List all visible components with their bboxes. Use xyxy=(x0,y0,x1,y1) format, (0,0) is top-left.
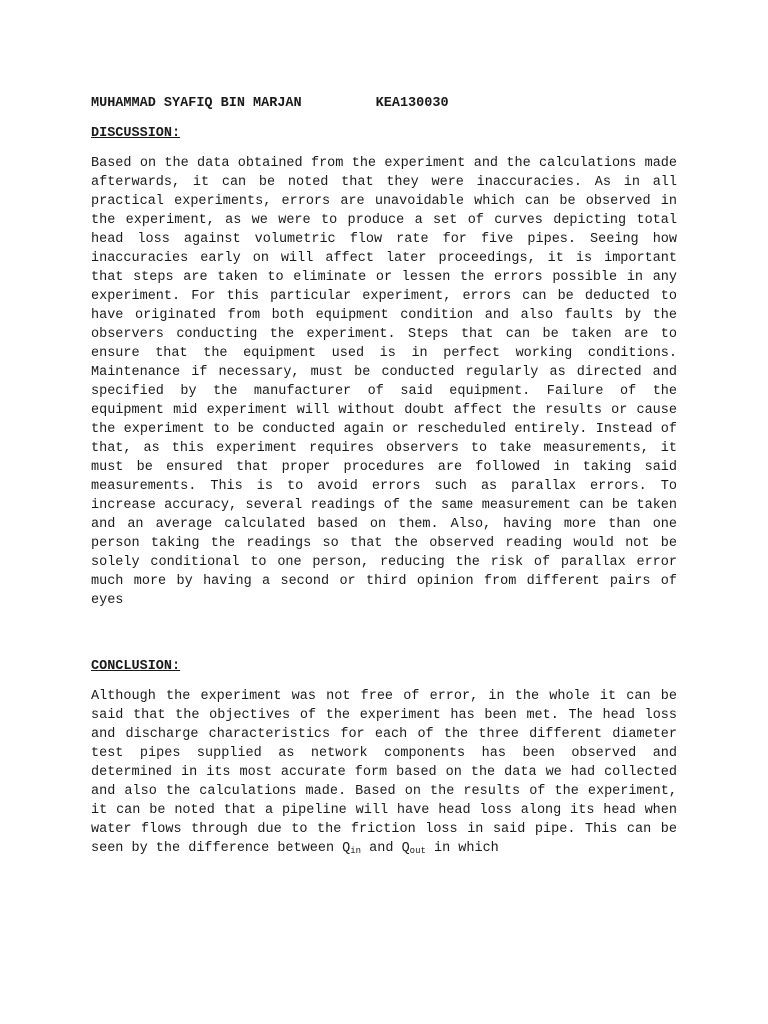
conclusion-paragraph xyxy=(91,687,677,858)
conclusion-heading: CONCLUSION: xyxy=(91,659,181,674)
student-id: KEA130030 xyxy=(375,96,449,111)
q-out-subscript: out xyxy=(409,846,426,856)
student-name: MUHAMMAD SYAFIQ BIN MARJAN xyxy=(91,96,302,111)
document-header xyxy=(91,94,677,113)
conclusion-trailing-text: in which xyxy=(425,841,499,856)
document-page xyxy=(91,94,677,858)
conclusion-text: Although the experiment was not free of error, in the whole it can be said that the objectives of the experiment has been met. The head loss and discharge characteristics for each of the three different diameter test pipes supplied as network components has been observed and determined in its most accurate form based on the data we had collected and also the calculations made. Based on the results of the experiment, it can be noted that a pipeline will have head loss along its head when water flows through due to the friction loss in said pipe. This can be seen by the difference between Q xyxy=(91,689,677,856)
discussion-paragraph: Based on the data obtained from the experiment and the calculations made afterwards, it can be noted that they were inaccuracies. As in all practical experiments, errors are unavoidable which can be observed in the experiment, as we were to produce a set of curves depicting total head loss against volumetric flow rate for five pipes. Seeing how inaccuracies early on will affect later proceedings, it is important that steps are taken to eliminate or lessen the errors possible in any experiment. For this particular experiment, errors can be deducted to have originated from both equipment condition and also faults by the observers conducting the experiment. Steps that can be taken are to ensure that the equipment used is in perfect working conditions. Maintenance if necessary, must be conducted regularly as directed and specified by the manufacturer of said equipment. Failure of the equipment mid experiment will without doubt affect the results or cause the experiment to be conducted again or rescheduled entirely. Instead of that, as this experiment requires observers to take measurements, it must be ensured that proper procedures are followed in taking said measurements. This is to avoid errors such as parallax errors. To increase accuracy, several readings of the same measurement can be taken and an average calculated based on them. Also, having more than one person taking the readings so that the observed reading would not be solely conditional to one person, reducing the risk of parallax error much more by having a second or third opinion from different pairs of eyes xyxy=(91,156,677,608)
section-spacer xyxy=(91,610,677,646)
conclusion-and-text: and Q xyxy=(361,841,410,856)
discussion-heading: DISCUSSION: xyxy=(91,126,181,141)
q-in-subscript: in xyxy=(350,846,362,856)
